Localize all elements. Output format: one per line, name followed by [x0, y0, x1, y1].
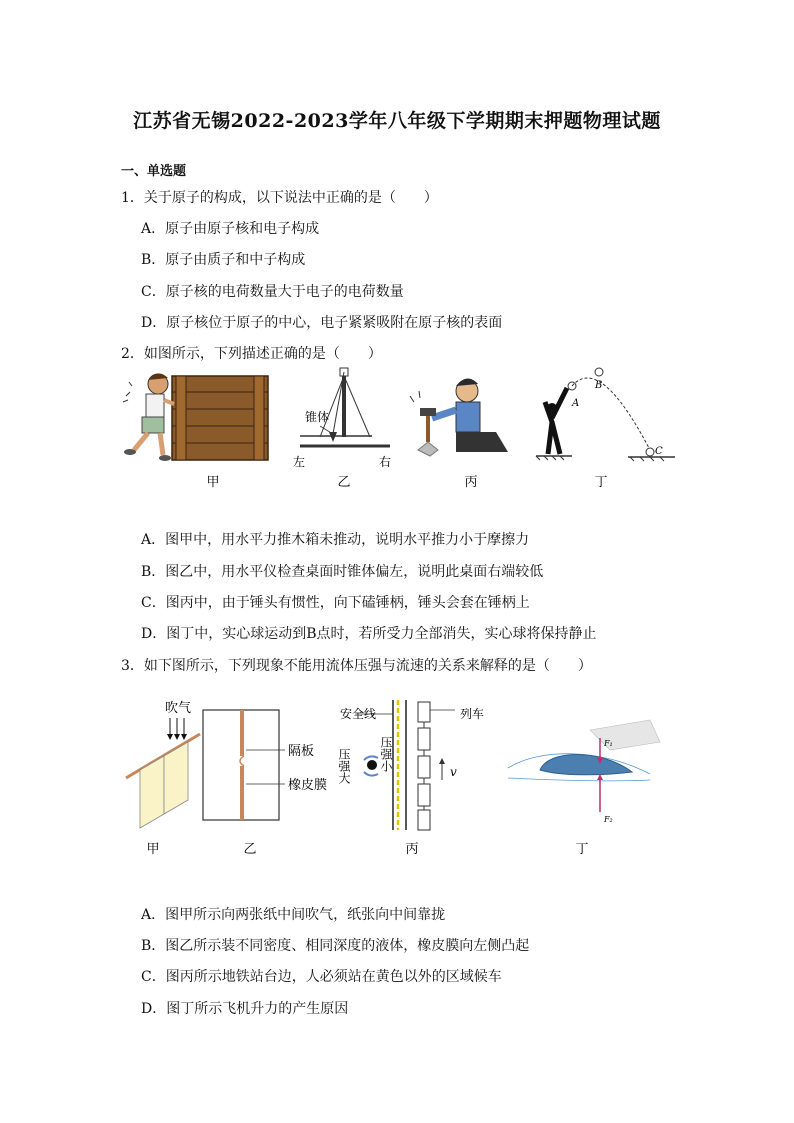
figure3-label-geban: 隔板	[288, 744, 315, 759]
papers-blowing-illustration	[126, 718, 200, 828]
figure2-point-b: B	[595, 380, 603, 391]
figure2-label-left: 左	[293, 455, 306, 469]
figure3-label-ding: 丁	[575, 842, 589, 857]
figure2-label-bing: 丙	[464, 475, 478, 490]
figure2-label-ding: 丁	[594, 475, 608, 490]
figure2-label-zhuiti: 锥体	[305, 410, 330, 424]
question-1-option-d[interactable]: D．原子核位于原子的中心，电子紧紧吸附在原子核的表面	[141, 315, 503, 331]
figure3-label-yi: 乙	[243, 842, 257, 857]
figure2-label-yi: 乙	[337, 475, 351, 490]
figure3-label-f1: F₁	[604, 739, 613, 748]
figure2-label-jia: 甲	[206, 475, 220, 490]
container-partition-illustration	[203, 710, 285, 820]
question-3-stem: 3．如下图所示，下列现象不能用流体压强与流速的关系来解释的是（ ）	[121, 658, 592, 674]
level-with-cone-illustration	[300, 368, 390, 446]
question-3-option-a[interactable]: A．图甲所示向两张纸中间吹气，纸张向中间靠拢	[141, 907, 446, 923]
airfoil-lift-illustration	[508, 720, 660, 812]
man-hammering-illustration	[410, 378, 508, 456]
question-2-option-d[interactable]: D．图丁中，实心球运动到B点时，若所受力全部消失，实心球将保持静止	[141, 626, 597, 642]
boy-pushing-crate-illustration	[123, 373, 268, 461]
figure3-label-yaqiangda: 压强大	[337, 748, 351, 784]
figure3-label-f2: F₂	[604, 815, 613, 824]
question-1-stem: 1．关于原子的构成，以下说法中正确的是（ ）	[121, 190, 438, 206]
figure3-label-lieche: 列车	[460, 707, 485, 721]
figure3-label-jia: 甲	[146, 842, 160, 857]
figure3-label-v: v	[450, 765, 457, 779]
figure3-label-xiangpimo: 橡皮膜	[288, 778, 328, 793]
figure3-label-chuiqi: 吹气	[165, 701, 192, 716]
question-2-option-b[interactable]: B．图乙中，用水平仪检查桌面时锥体偏左，说明此桌面右端较低	[141, 564, 544, 580]
question-3-figure	[0, 690, 794, 865]
question-2-option-a[interactable]: A．图甲中，用水平力推木箱未推动，说明水平推力小于摩擦力	[141, 532, 530, 548]
figure2-label-right: 右	[379, 455, 392, 469]
figure3-label-bing: 丙	[405, 842, 419, 857]
question-1-option-a[interactable]: A．原子由原子核和电子构成	[141, 221, 320, 237]
question-2-stem: 2．如图所示，下列描述正确的是（ ）	[121, 346, 382, 362]
question-2-option-c[interactable]: C．图丙中，由于锤头有惯性，向下磕锤柄，锤头会套在锤柄上	[141, 595, 530, 611]
figure3-label-yaqiangxiao: 压强小	[379, 736, 393, 772]
question-3-option-b[interactable]: B．图乙所示装不同密度、相同深度的液体，橡皮膜向左侧凸起	[141, 938, 530, 954]
question-2-figure	[0, 362, 794, 497]
section-heading: 一、单选题	[121, 164, 187, 179]
question-3-option-d[interactable]: D．图丁所示飞机升力的产生原因	[141, 1001, 349, 1017]
figure2-point-c: C	[655, 446, 663, 457]
question-1-option-c[interactable]: C．原子核的电荷数量大于电子的电荷数量	[141, 284, 404, 300]
figure2-point-a: A	[572, 398, 580, 409]
question-3-option-c[interactable]: C．图丙所示地铁站台边，人必须站在黄色以外的区域候车	[141, 969, 502, 985]
figure3-label-anquanxian: 安全线	[340, 707, 377, 721]
question-1-option-b[interactable]: B．原子由质子和中子构成	[141, 252, 306, 268]
page-title: 江苏省无锡2022-2023学年八年级下学期期末押题物理试题	[133, 110, 661, 132]
